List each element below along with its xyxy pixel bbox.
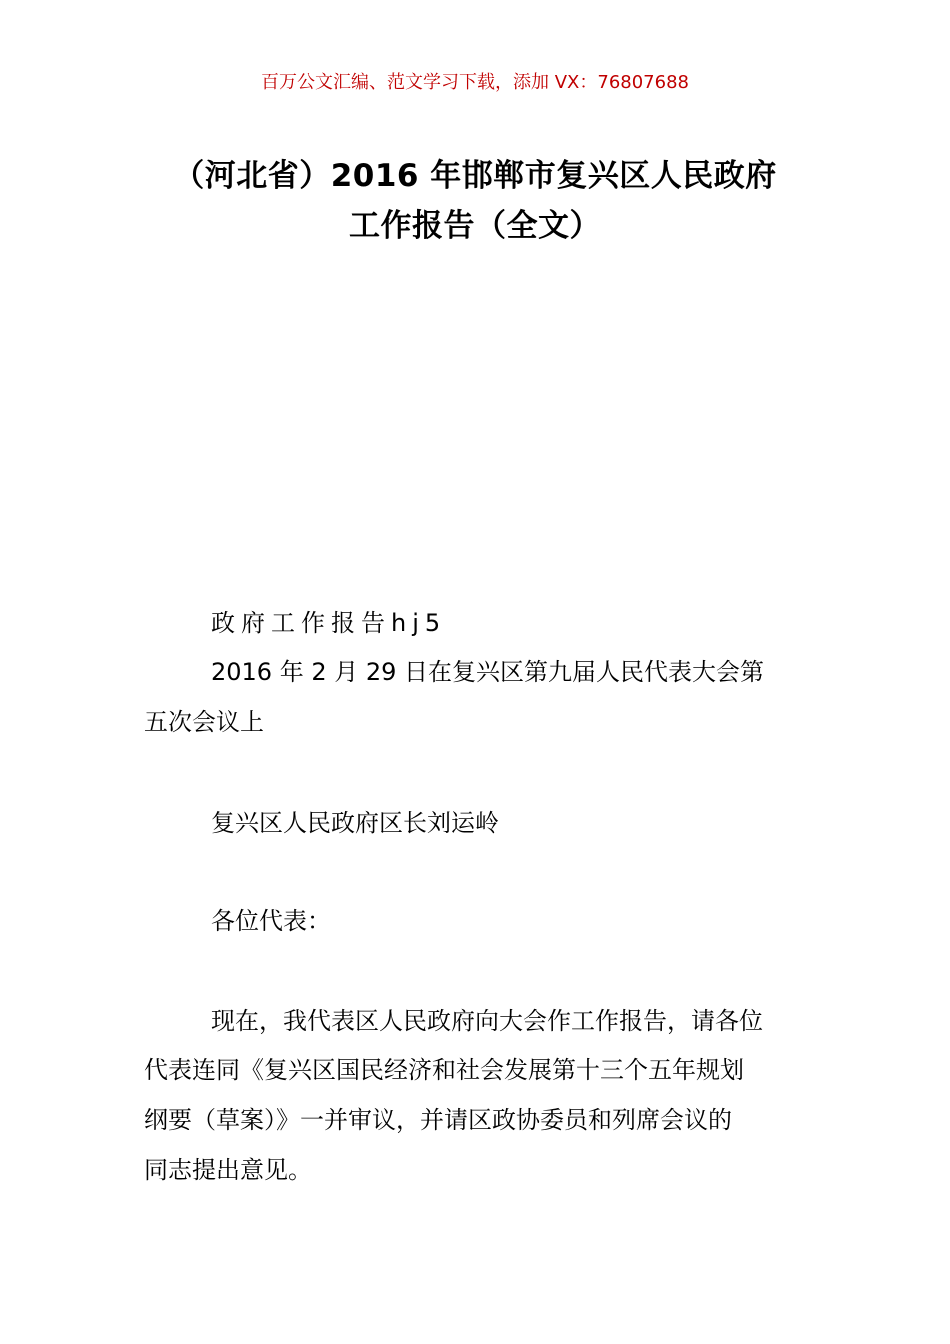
meeting-info-line-2: 五次会议上 <box>144 708 264 736</box>
paragraph-line-2: 代表连同《复兴区国民经济和社会发展第十三个五年规划 <box>144 1056 744 1084</box>
header-note: 百万公文汇编、范文学习下载，添加 VX：76807688 <box>261 72 689 93</box>
paragraph-line-1: 现在，我代表区人民政府向大会作工作报告，请各位 <box>211 1007 763 1035</box>
salutation: 各位代表： <box>211 907 331 935</box>
speaker-line: 复兴区人民政府区长刘运岭 <box>211 809 499 837</box>
paragraph-line-4: 同志提出意见。 <box>144 1156 312 1184</box>
report-label: 政府工作报告hj5 <box>211 609 447 637</box>
paragraph-line-3: 纲要（草案）》一并审议，并请区政协委员和列席会议的 <box>144 1106 732 1134</box>
document-title-line-1: （河北省）2016 年邯郸市复兴区人民政府 <box>173 158 777 194</box>
meeting-info-line-1: 2016 年 2 月 29 日在复兴区第九届人民代表大会第 <box>211 658 765 686</box>
document-title-line-2: 工作报告（全文） <box>349 208 601 244</box>
